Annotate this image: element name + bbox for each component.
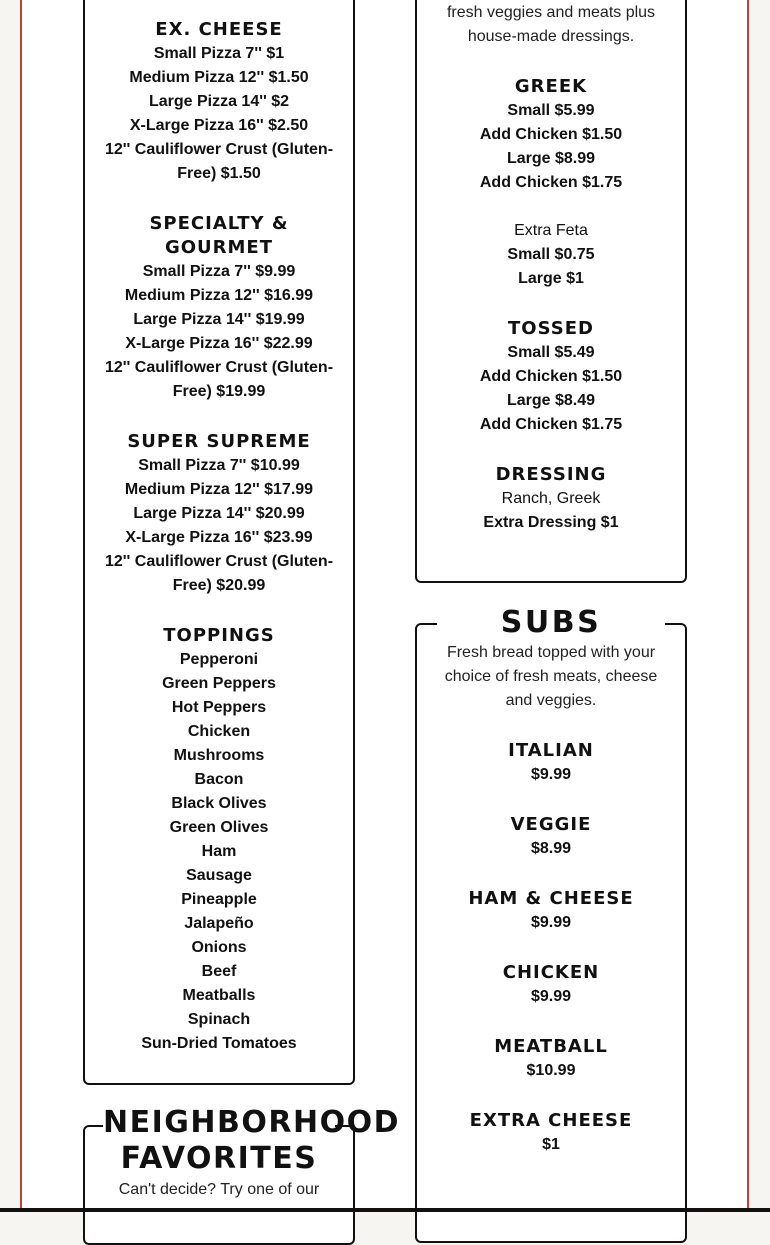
price-line: Large $8.99 [506,150,596,167]
price-line: Extra Dressing $1 [483,514,619,531]
price-line: Add Chicken $1.75 [479,416,623,433]
price-line: Small Pizza 7'' $1 [153,45,285,62]
favorites-title-line1: NEIGHBORHOOD [103,1105,400,1140]
dressing-section [427,463,675,535]
bottom-edge [0,1208,770,1212]
sub-name: VEGGIE [510,814,592,835]
greek-title: GREEK [514,76,588,97]
topping-item: Meatballs [182,987,256,1004]
topping-item: Pineapple [181,891,257,908]
price-line: Medium Pizza 12'' $17.99 [124,481,314,498]
favorites-card [83,1105,400,1245]
topping-item: Black Olives [171,795,267,812]
dressing-options: Ranch, Greek [501,490,601,507]
salads-description: house-made dressings. [467,28,635,45]
price-line: Small Pizza 7'' $10.99 [138,457,300,474]
salads-description: fresh veggies and meats plus [446,4,656,21]
topping-item: Jalapeño [184,915,254,932]
price-line: X-Large Pizza 16'' $22.99 [125,335,313,352]
price-line: 12'' Cauliflower Crust (Gluten- [104,141,334,158]
price-line: Medium Pizza 12'' $1.50 [129,69,309,86]
dressing-title: DRESSING [495,464,607,485]
topping-item: Chicken [187,723,251,740]
sub-item [427,1035,675,1083]
ex-cheese-title: EX. CHEESE [155,19,283,40]
price-line: Add Chicken $1.50 [479,126,623,143]
price-line: Large $1 [518,270,584,287]
sub-item [427,813,675,861]
topping-item: Green Olives [169,819,269,836]
price-line: Large $8.49 [506,392,596,409]
sub-price: $9.99 [530,766,572,783]
sub-price: $1 [542,1136,560,1153]
topping-item: Bacon [194,771,244,788]
topping-item: Sun-Dried Tomatoes [141,1035,297,1052]
price-line: Add Chicken $1.50 [479,368,623,385]
price-line: Large Pizza 14'' $2 [148,93,290,110]
price-line: Free) $1.50 [177,165,261,182]
price-line: Add Chicken $1.75 [479,174,623,191]
topping-item: Beef [201,963,237,980]
sub-item [427,961,675,1009]
sub-price: $9.99 [530,914,572,931]
sub-name: ITALIAN [508,740,594,761]
sub-price: $10.99 [526,1062,576,1079]
price-line: Small $5.99 [507,102,595,119]
subs-card [415,605,687,1243]
topping-item: Sausage [186,867,252,884]
price-line: X-Large Pizza 16'' $23.99 [125,529,313,546]
sub-name: MEATBALL [494,1036,608,1057]
price-line: X-Large Pizza 16'' $2.50 [129,117,309,134]
subs-description: Fresh bread topped with your [446,644,656,661]
super-supreme-title: SUPER SUPREME [127,431,311,452]
toppings-section [95,624,343,1056]
price-line: Large Pizza 14'' $20.99 [133,505,305,522]
price-line: Large Pizza 14'' $19.99 [133,311,305,328]
greek-section [427,75,675,195]
sub-price: $8.99 [530,840,572,857]
subs-title: SUBS [437,605,665,641]
tossed-title: TOSSED [508,318,594,339]
ex-cheese-section [95,18,343,186]
sub-name: CHICKEN [502,962,600,983]
price-line: 12'' Cauliflower Crust (Gluten- [104,553,334,570]
pizza-card [83,0,355,1085]
price-line: Small Pizza 7'' $9.99 [142,263,296,280]
price-line: Free) $20.99 [172,577,266,594]
sub-name: EXTRA CHEESE [469,1110,633,1131]
topping-item: Pepperoni [179,651,259,668]
specialty-section [95,212,343,404]
topping-item: Onions [191,939,247,956]
price-line: Free) $19.99 [172,383,266,400]
sub-item [427,739,675,787]
sub-item [427,887,675,935]
tossed-section [427,317,675,437]
price-line: Small $0.75 [507,246,595,263]
favorites-title [103,1105,400,1177]
extra-feta-section [427,219,675,291]
favorites-description: Can't decide? Try one of our [118,1181,320,1198]
extra-feta-label: Extra Feta [514,222,588,239]
price-line: Small $5.49 [507,344,595,361]
favorites-title-line2: FAVORITES [120,1141,318,1176]
topping-item: Green Peppers [162,675,276,692]
sub-item [427,1109,675,1157]
sub-name: HAM & CHEESE [468,888,634,909]
topping-item: Mushrooms [173,747,265,764]
specialty-title: SPECIALTY & GOURMET [149,213,289,258]
toppings-title: TOPPINGS [163,625,275,646]
salads-card [415,0,687,583]
topping-item: Hot Peppers [171,699,267,716]
price-line: Medium Pizza 12'' $16.99 [124,287,314,304]
super-supreme-section [95,430,343,598]
subs-description: and veggies. [505,692,597,709]
topping-item: Spinach [187,1011,251,1028]
sub-price: $9.99 [530,988,572,1005]
price-line: 12'' Cauliflower Crust (Gluten- [104,359,334,376]
topping-item: Ham [201,843,237,860]
subs-description: choice of fresh meats, cheese [444,668,658,685]
